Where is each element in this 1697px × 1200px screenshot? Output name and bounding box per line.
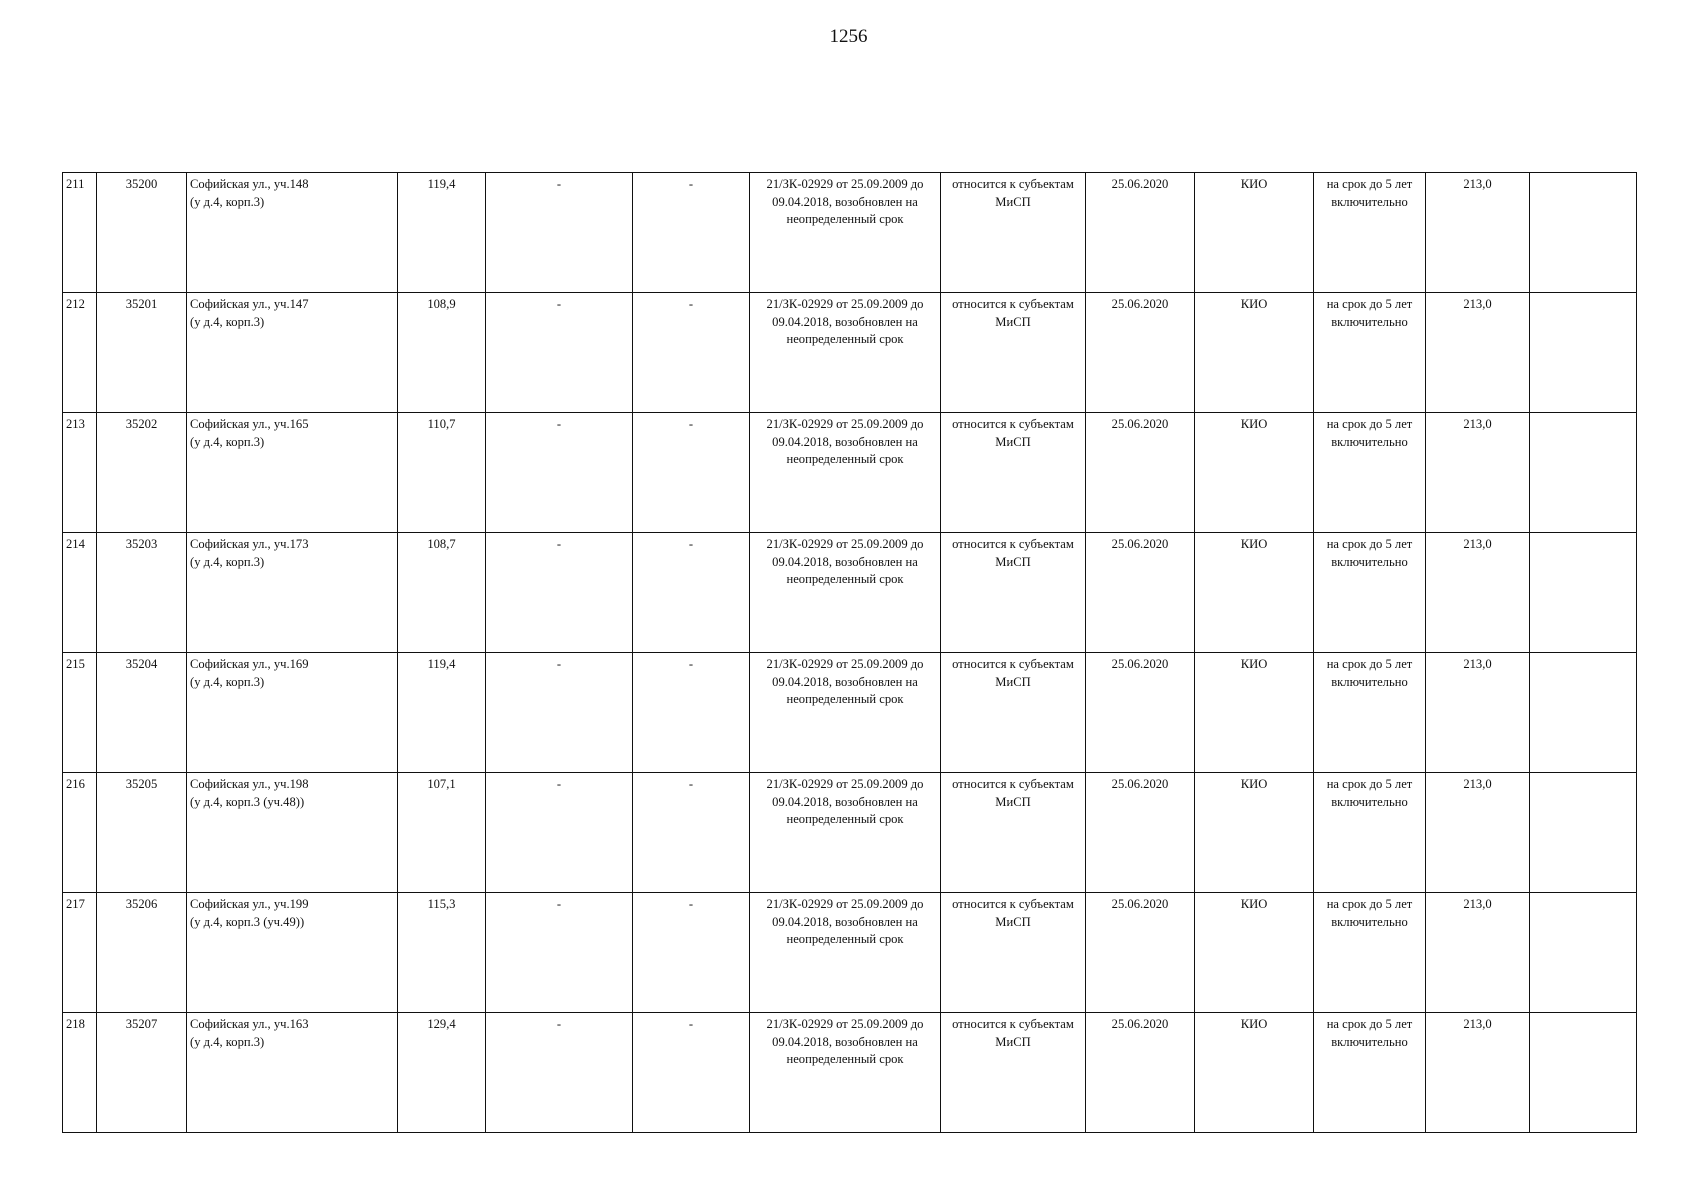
cell-value: 213,0: [1426, 533, 1530, 653]
cell-object-id: 35203: [97, 533, 187, 653]
cell-row-number: 213: [63, 413, 97, 533]
cell-contract: 21/ЗК-02929 от 25.09.2009 до 09.04.2018, возобновлен на неопределенный срок: [750, 773, 941, 893]
cell-category: относится к субъектам МиСП: [941, 773, 1086, 893]
cell-col5-dash: -: [486, 893, 633, 1013]
cell-value: 213,0: [1426, 173, 1530, 293]
cell-col5-dash: -: [486, 413, 633, 533]
cell-address: Софийская ул., уч.147 (у д.4, корп.3): [187, 293, 398, 413]
cell-contract: 21/ЗК-02929 от 25.09.2009 до 09.04.2018, возобновлен на неопределенный срок: [750, 173, 941, 293]
table-row: [63, 653, 1637, 773]
table-row: [63, 173, 1637, 293]
page-number: 1256: [829, 26, 868, 47]
cell-extra: [1530, 1013, 1637, 1133]
cell-area: 108,7: [398, 533, 486, 653]
cell-address: Софийская ул., уч.163 (у д.4, корп.3): [187, 1013, 398, 1133]
cell-extra: [1530, 173, 1637, 293]
cell-col5-dash: -: [486, 533, 633, 653]
cell-col6-dash: -: [633, 1013, 750, 1133]
cell-organization: КИО: [1195, 653, 1314, 773]
cell-address: Софийская ул., уч.165 (у д.4, корп.3): [187, 413, 398, 533]
table-row: [63, 293, 1637, 413]
cell-area: 108,9: [398, 293, 486, 413]
cell-contract: 21/ЗК-02929 от 25.09.2009 до 09.04.2018, возобновлен на неопределенный срок: [750, 293, 941, 413]
cell-value: 213,0: [1426, 773, 1530, 893]
cell-object-id: 35206: [97, 893, 187, 1013]
table-body: [63, 173, 1637, 1133]
cell-term: на срок до 5 лет включительно: [1314, 533, 1426, 653]
cell-object-id: 35205: [97, 773, 187, 893]
cell-col5-dash: -: [486, 1013, 633, 1133]
cell-address: Софийская ул., уч.148 (у д.4, корп.3): [187, 173, 398, 293]
cell-contract: 21/ЗК-02929 от 25.09.2009 до 09.04.2018, возобновлен на неопределенный срок: [750, 533, 941, 653]
cell-date: 25.06.2020: [1086, 1013, 1195, 1133]
registry-table: [62, 172, 1637, 1133]
table-row: [63, 413, 1637, 533]
cell-col6-dash: -: [633, 173, 750, 293]
cell-category: относится к субъектам МиСП: [941, 1013, 1086, 1133]
cell-term: на срок до 5 лет включительно: [1314, 173, 1426, 293]
cell-row-number: 218: [63, 1013, 97, 1133]
cell-col6-dash: -: [633, 413, 750, 533]
cell-extra: [1530, 773, 1637, 893]
cell-area: 115,3: [398, 893, 486, 1013]
cell-col5-dash: -: [486, 773, 633, 893]
cell-value: 213,0: [1426, 293, 1530, 413]
cell-row-number: 216: [63, 773, 97, 893]
cell-col5-dash: -: [486, 653, 633, 773]
cell-date: 25.06.2020: [1086, 893, 1195, 1013]
cell-area: 119,4: [398, 653, 486, 773]
cell-term: на срок до 5 лет включительно: [1314, 653, 1426, 773]
cell-organization: КИО: [1195, 1013, 1314, 1133]
cell-category: относится к субъектам МиСП: [941, 893, 1086, 1013]
cell-extra: [1530, 293, 1637, 413]
cell-organization: КИО: [1195, 173, 1314, 293]
cell-area: 129,4: [398, 1013, 486, 1133]
cell-row-number: 215: [63, 653, 97, 773]
cell-organization: КИО: [1195, 773, 1314, 893]
cell-term: на срок до 5 лет включительно: [1314, 413, 1426, 533]
cell-row-number: 214: [63, 533, 97, 653]
cell-organization: КИО: [1195, 413, 1314, 533]
cell-value: 213,0: [1426, 653, 1530, 773]
cell-area: 107,1: [398, 773, 486, 893]
cell-col5-dash: -: [486, 173, 633, 293]
cell-date: 25.06.2020: [1086, 293, 1195, 413]
cell-value: 213,0: [1426, 1013, 1530, 1133]
cell-row-number: 211: [63, 173, 97, 293]
cell-extra: [1530, 413, 1637, 533]
cell-area: 110,7: [398, 413, 486, 533]
cell-address: Софийская ул., уч.173 (у д.4, корп.3): [187, 533, 398, 653]
cell-address: Софийская ул., уч.199 (у д.4, корп.3 (уч.49)): [187, 893, 398, 1013]
cell-contract: 21/ЗК-02929 от 25.09.2009 до 09.04.2018, возобновлен на неопределенный срок: [750, 413, 941, 533]
cell-col6-dash: -: [633, 293, 750, 413]
table-row: [63, 773, 1637, 893]
cell-term: на срок до 5 лет включительно: [1314, 1013, 1426, 1133]
cell-organization: КИО: [1195, 893, 1314, 1013]
cell-row-number: 212: [63, 293, 97, 413]
cell-date: 25.06.2020: [1086, 173, 1195, 293]
cell-object-id: 35200: [97, 173, 187, 293]
cell-category: относится к субъектам МиСП: [941, 173, 1086, 293]
cell-category: относится к субъектам МиСП: [941, 533, 1086, 653]
cell-area: 119,4: [398, 173, 486, 293]
cell-object-id: 35204: [97, 653, 187, 773]
cell-object-id: 35207: [97, 1013, 187, 1133]
cell-term: на срок до 5 лет включительно: [1314, 293, 1426, 413]
cell-contract: 21/ЗК-02929 от 25.09.2009 до 09.04.2018, возобновлен на неопределенный срок: [750, 653, 941, 773]
table-row: [63, 1013, 1637, 1133]
cell-category: относится к субъектам МиСП: [941, 293, 1086, 413]
cell-address: Софийская ул., уч.198 (у д.4, корп.3 (уч.48)): [187, 773, 398, 893]
cell-value: 213,0: [1426, 413, 1530, 533]
cell-date: 25.06.2020: [1086, 413, 1195, 533]
table-row: [63, 893, 1637, 1013]
cell-col6-dash: -: [633, 533, 750, 653]
cell-contract: 21/ЗК-02929 от 25.09.2009 до 09.04.2018, возобновлен на неопределенный срок: [750, 1013, 941, 1133]
cell-organization: КИО: [1195, 293, 1314, 413]
cell-col6-dash: -: [633, 893, 750, 1013]
cell-category: относится к субъектам МиСП: [941, 653, 1086, 773]
cell-extra: [1530, 893, 1637, 1013]
cell-term: на срок до 5 лет включительно: [1314, 773, 1426, 893]
cell-col6-dash: -: [633, 653, 750, 773]
cell-extra: [1530, 533, 1637, 653]
cell-address: Софийская ул., уч.169 (у д.4, корп.3): [187, 653, 398, 773]
cell-contract: 21/ЗК-02929 от 25.09.2009 до 09.04.2018, возобновлен на неопределенный срок: [750, 893, 941, 1013]
cell-category: относится к субъектам МиСП: [941, 413, 1086, 533]
cell-value: 213,0: [1426, 893, 1530, 1013]
cell-row-number: 217: [63, 893, 97, 1013]
cell-object-id: 35202: [97, 413, 187, 533]
cell-col6-dash: -: [633, 773, 750, 893]
cell-col5-dash: -: [486, 293, 633, 413]
table-row: [63, 533, 1637, 653]
cell-organization: КИО: [1195, 533, 1314, 653]
cell-extra: [1530, 653, 1637, 773]
cell-date: 25.06.2020: [1086, 773, 1195, 893]
cell-date: 25.06.2020: [1086, 533, 1195, 653]
cell-term: на срок до 5 лет включительно: [1314, 893, 1426, 1013]
cell-object-id: 35201: [97, 293, 187, 413]
cell-date: 25.06.2020: [1086, 653, 1195, 773]
